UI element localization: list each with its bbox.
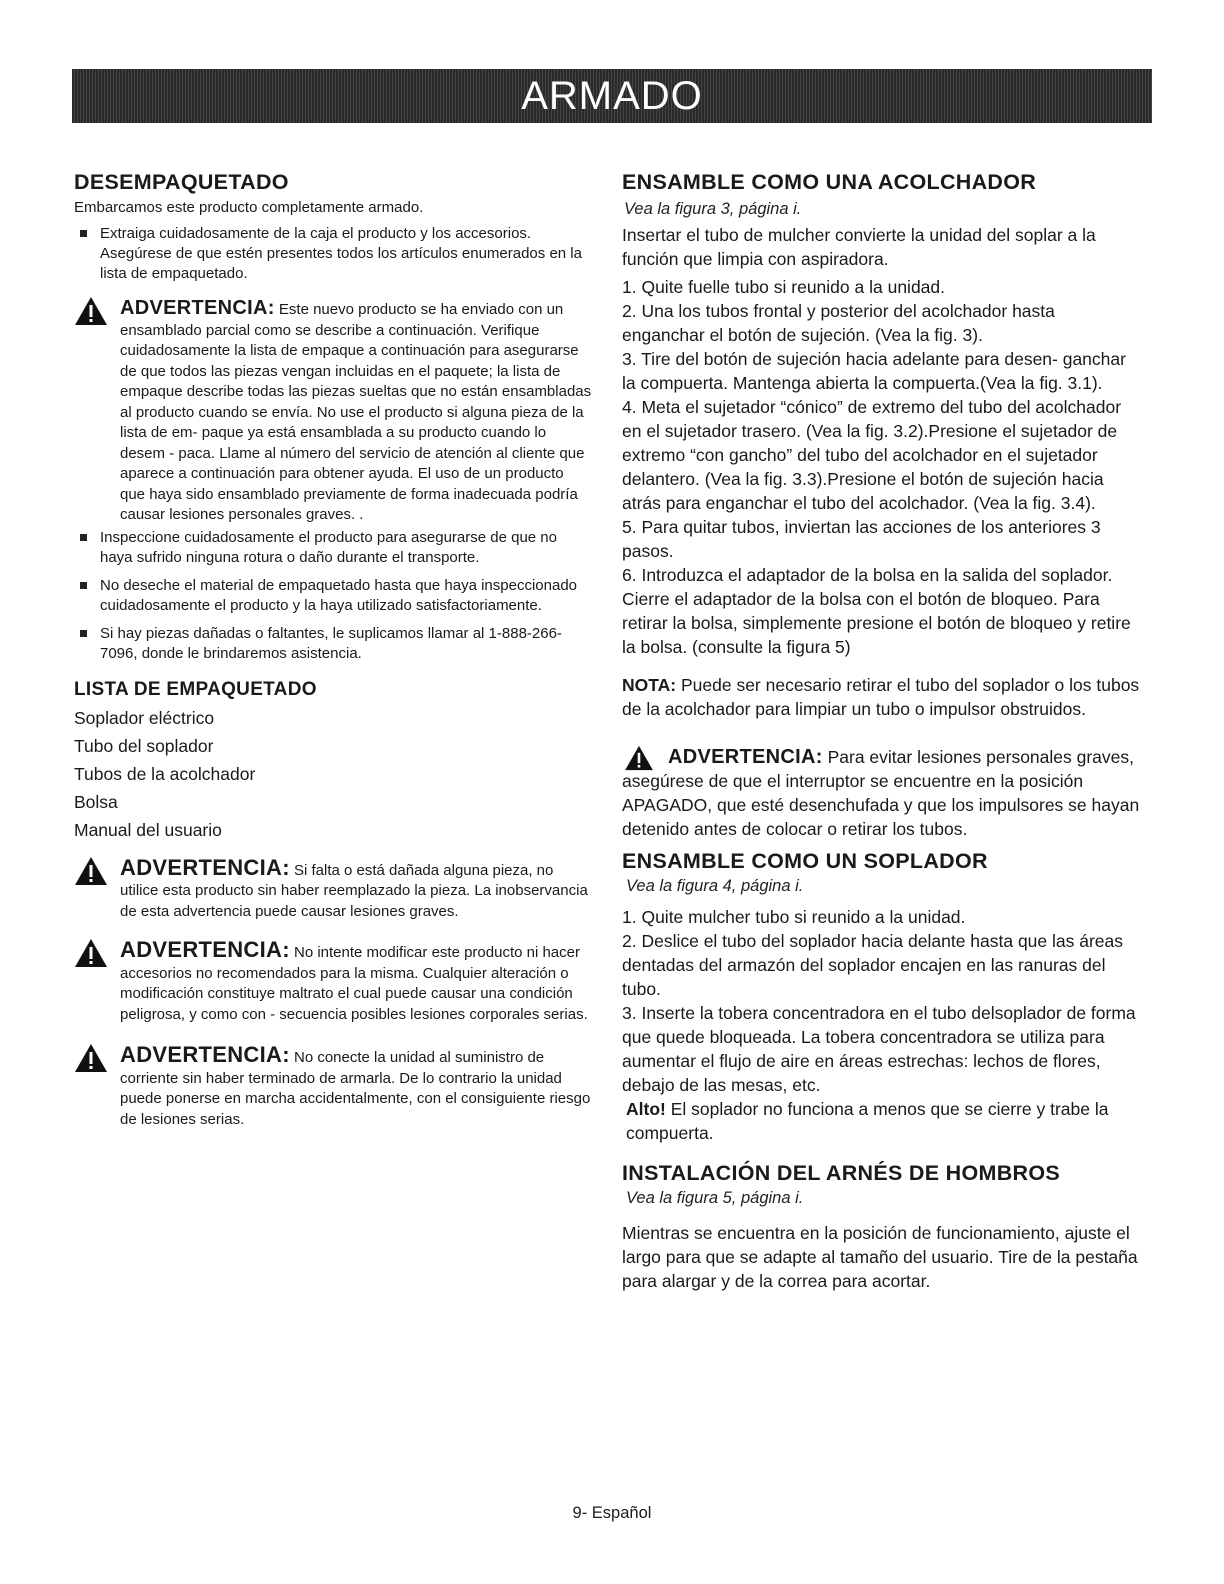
step-item: 6. Introduzca el adaptador de la bolsa en la salida del soplador. Cierre el adaptador de la bolsa con el botón de bloqueo. Para retirar la bolsa, simplemente presione el botón de bloqueo y retire la bolsa. (consulte la figura 5) — [622, 565, 1131, 657]
warning-triangle-icon — [74, 296, 108, 326]
warning-triangle-icon — [624, 745, 654, 771]
right-column — [622, 170, 1142, 1293]
alto-note — [626, 1097, 1142, 1145]
warning-text: No intente modificar este producto ni hacer accesorios no recomendados para la misma. Cualquier alteración o modificación constituye maltrato el cual puede causar una condición peligrosa, y como con - secuencia posibles lesiones corporales serias. — [120, 944, 588, 1023]
blower-figure-ref: Vea la figura 4, página i. — [626, 877, 804, 895]
list-item: Inspeccione cuidadosamente el producto para asegurarse de que no haya sufrido ninguna rotura o daño durante el transporte. — [74, 528, 592, 568]
blower-steps — [622, 905, 1142, 1097]
list-item: Si hay piezas dañadas o faltantes, le suplicamos llamar al 1-888-266-7096, donde le brindaremos asistencia. — [74, 624, 592, 664]
step-item: 2. Una los tubos frontal y posterior del acolchador hasta enganchar el botón de sujeción. (Vea la fig. 3). — [622, 301, 1055, 345]
packlist-heading: LISTA DE EMPAQUETADO — [74, 678, 317, 700]
bullet-square-icon — [80, 230, 87, 237]
warning-triangle-icon — [74, 1043, 108, 1073]
packlist-item: Bolsa — [74, 791, 118, 812]
unpack-intro: Embarcamos este producto completamente armado. — [74, 199, 424, 216]
warning-title: ADVERTENCIA: — [120, 937, 290, 962]
warning-text: Si falta o está dañada alguna pieza, no utilice esta producto sin haber reemplazado la pieza. La inobservancia de esta advertencia puede causar lesiones graves. — [120, 861, 588, 920]
warning-block — [74, 1042, 592, 1130]
warning-title: ADVERTENCIA: — [120, 854, 290, 880]
step-item: 4. Meta el sujetador “cónico” de extremo del tubo del acolchador en el sujetador trasero. (Vea la fig. 3.2).Presione el sujetador de extremo “con gancho” del tubo del acolchador en el sujetador delantero. (Vea la fig. 3.3).Presione el botón de sujeción hacia atrás para enganchar el tubo del acolchador. (Vea la fig. 3.4). — [622, 397, 1122, 513]
warning-block — [74, 937, 592, 1025]
warning-text: Para evitar lesiones personales graves, asegúrese de que el interruptor se encuentre en la posición APAGADO, que esté desenchufada y que los impulsores se hayan detenido antes de colocar o retirar los tubos. — [622, 747, 1140, 839]
step-item: 1. Quite mulcher tubo si reunido a la unidad. — [622, 907, 966, 927]
packlist-item: Tubo del soplador — [74, 735, 214, 756]
note-text: Puede ser necesario retirar el tubo del soplador o los tubos de la acolchador para limpiar un tubo o impulsor obstruidos. — [622, 675, 1140, 719]
banner-title: ARMADO — [521, 73, 703, 118]
warning-text: No conecte la unidad al suministro de corriente sin haber terminado de armarla. De lo contrario la unidad puede ponerse en marcha accidentalmente, con el consiguiente riesgo de lesiones serias. — [120, 1049, 591, 1128]
packlist-item: Soplador eléctrico — [74, 707, 215, 728]
mulcher-figure-ref: Vea la figura 3, página i. — [624, 200, 802, 218]
step-item: 1. Quite fuelle tubo si reunido a la unidad. — [622, 277, 945, 297]
harness-heading: INSTALACIÓN DEL ARNÉS DE HOMBROS — [622, 1161, 1061, 1185]
mulcher-steps — [622, 275, 1142, 659]
step-item: 3. Inserte la tobera concentradora en el tubo delsoplador de forma que quede bloqueada. La tobera concentradora se utiliza para aumentar el flujo de aire en áreas estrechas: lechos de flores, debajo de las mesas, etc. — [622, 1003, 1136, 1095]
mulcher-heading: ENSAMBLE COMO UNA ACOLCHADOR — [622, 170, 1037, 194]
packlist-item: Manual del usuario — [74, 819, 222, 840]
warning-title: ADVERTENCIA: — [120, 1042, 290, 1067]
harness-text: Mientras se encuentra en la posición de funcionamiento, ajuste el largo para que se adapte al tamaño del usuario. Tire de la pestaña para alargar y de la correa para acortar. — [622, 1223, 1138, 1291]
blower-heading: ENSAMBLE COMO UN SOPLADOR — [622, 849, 988, 873]
note-block — [622, 673, 1142, 721]
warning-triangle-icon — [74, 938, 108, 968]
warning-block — [74, 298, 592, 526]
page-footer: 9- Español — [572, 1504, 652, 1522]
warning-text: Este nuevo producto se ha enviado con un ensamblado parcial como se describe a continuación. Verifique cuidadosamente la lista de empaque a continuación para asegurarse de que todos las piezas vengan incluidas en el paquete; la lista de empaque describe todas las piezas sueltas que no están ensambladas al producto cuando se envía. No use el producto si alguna pieza de la lista de em- paque ya está ensamblada a su producto cuando lo desem - paca. Llame al número del servicio de atención al cliente que aparece a continuación para obtener ayuda. El uso de un producto que haya sido ensamblado previamente de forma inadecuada podría causar lesiones personales graves. . — [120, 301, 592, 523]
warning-block — [74, 854, 592, 923]
alto-text: El soplador no funciona a menos que se cierre y trabe la compuerta. — [626, 1099, 1109, 1143]
alto-label: Alto! — [626, 1099, 666, 1119]
unpack-heading: DESEMPAQUETADO — [74, 170, 289, 194]
packlist — [74, 704, 592, 844]
bullet-square-icon — [80, 582, 87, 589]
packlist-item: Tubos de la acolchador — [74, 763, 256, 784]
list-item: Extraiga cuidadosamente de la caja el producto y los accesorios. Asegúrese de que estén presentes todos los artículos enumerados en la lista de empaquetado. — [74, 224, 592, 284]
step-item: 5. Para quitar tubos, inviertan las acciones de los anteriores 3 pasos. — [622, 517, 1101, 561]
left-column — [74, 170, 592, 1130]
mulcher-intro: Insertar el tubo de mulcher convierte la unidad del soplar a la función que limpia con aspiradora. — [622, 225, 1096, 269]
warning-triangle-icon — [74, 856, 108, 886]
step-item: 3. Tire del botón de sujeción hacia adelante para desen- ganchar la compuerta. Mantenga abierta la compuerta.(Vea la fig. 3.1). — [622, 349, 1126, 393]
warning-title: ADVERTENCIA: — [668, 746, 823, 768]
note-label: NOTA: — [622, 675, 677, 695]
warning-paragraph — [622, 745, 1142, 841]
warning-block — [622, 745, 1142, 841]
step-item: 2. Deslice el tubo del soplador hacia delante hasta que las áreas dentadas del armazón del soplador encajen en las ranuras del tubo. — [622, 931, 1124, 999]
harness-figure-ref: Vea la figura 5, página i. — [626, 1189, 804, 1207]
bullet-square-icon — [80, 534, 87, 541]
warning-title: ADVERTENCIA: — [120, 297, 275, 319]
bullet-square-icon — [80, 630, 87, 637]
section-banner — [72, 69, 1152, 123]
list-item: No deseche el material de empaquetado hasta que haya inspeccionado cuidadosamente el producto y la haya utilizado satisfactoriamente. — [74, 576, 592, 616]
